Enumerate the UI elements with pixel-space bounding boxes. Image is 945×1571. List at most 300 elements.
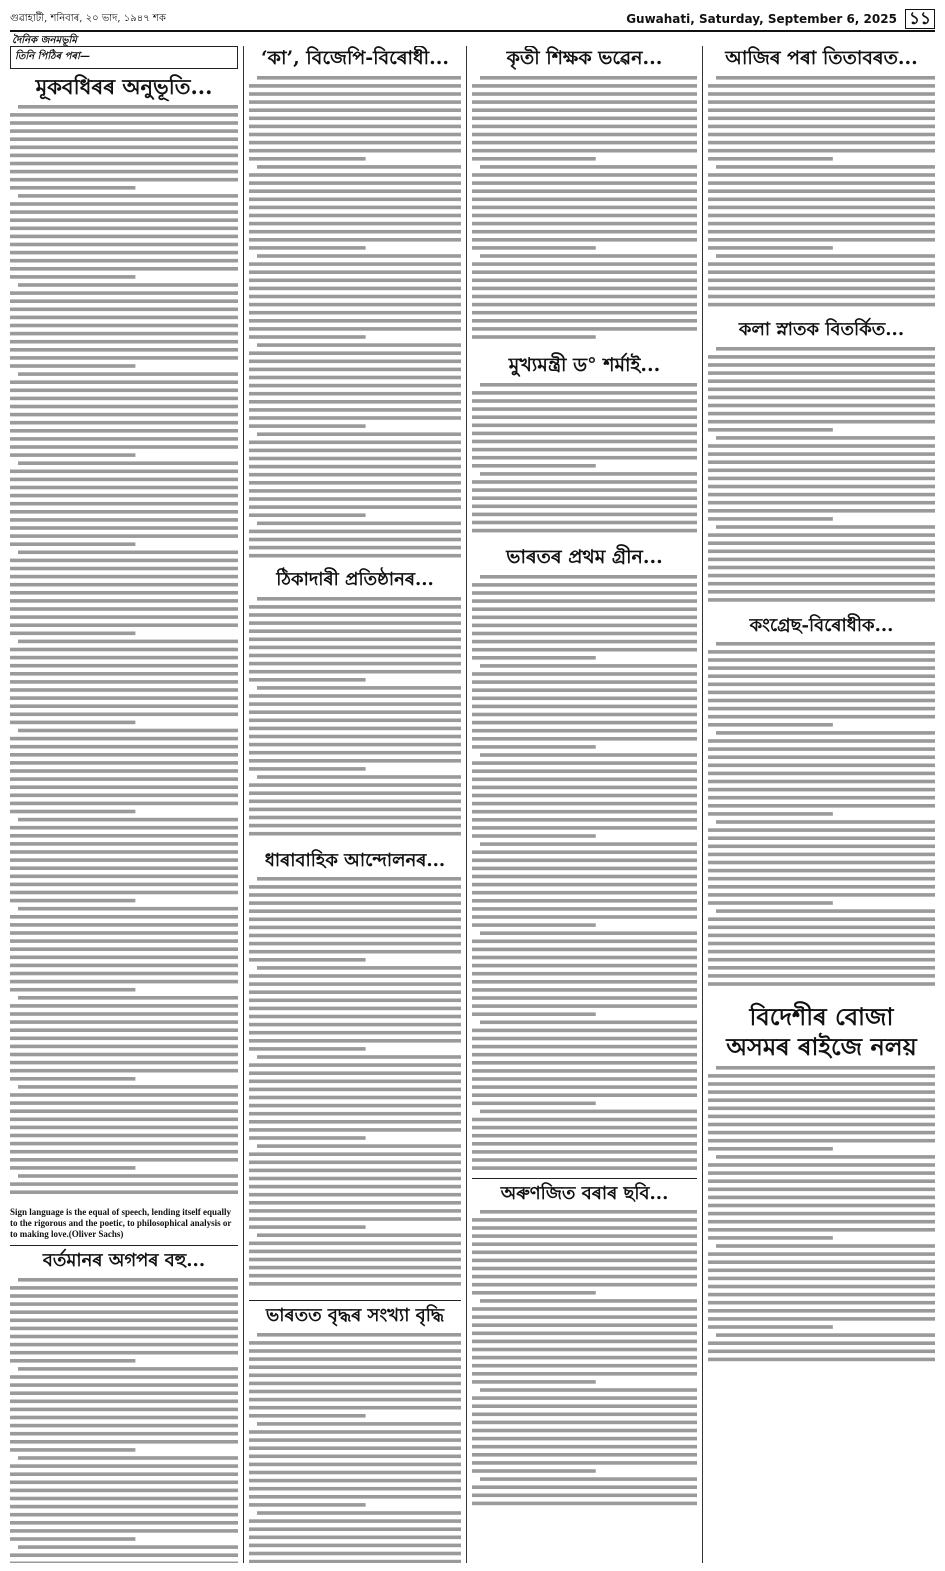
text-line: [10, 939, 238, 943]
text-line: [249, 181, 461, 185]
text-line: [249, 702, 461, 706]
text-line: [18, 283, 238, 287]
text-line: [10, 867, 238, 871]
text-line: [10, 340, 238, 344]
text-line: [708, 533, 935, 537]
text-line: [472, 1061, 697, 1065]
text-line: [472, 1461, 697, 1465]
text-line: [257, 432, 461, 436]
text-line: [249, 653, 461, 657]
text-line: [249, 1544, 461, 1548]
text-line: [472, 1267, 697, 1271]
text-line: [708, 189, 935, 193]
text-line: [10, 988, 135, 992]
text-line: [708, 197, 935, 201]
text-line: [708, 958, 935, 962]
text-line: [708, 667, 935, 671]
text-line: [10, 899, 135, 903]
text-line: [472, 488, 697, 492]
column-divider: [702, 46, 703, 1563]
text-line: [257, 521, 461, 525]
masthead-rule: [10, 30, 935, 32]
text-line: [716, 820, 935, 824]
text-line: [249, 823, 461, 827]
text-line: [472, 133, 697, 137]
text-line: [18, 462, 238, 466]
text-line: [249, 230, 461, 234]
text-line: [708, 278, 935, 282]
text-line: [249, 1341, 461, 1345]
text-line: [10, 964, 238, 968]
text-line: [472, 1226, 697, 1230]
text-line: [249, 958, 366, 962]
text-line: [708, 286, 935, 290]
text-line: [249, 1495, 461, 1499]
text-line: [249, 392, 461, 396]
text-line: [472, 496, 697, 500]
text-line: [249, 376, 461, 380]
text-line: [10, 1359, 135, 1363]
text-line: [472, 599, 697, 603]
text-line: [249, 791, 461, 795]
text-line: [716, 347, 935, 351]
text-line: [472, 1348, 697, 1352]
text-line: [249, 1527, 461, 1531]
text-line: [472, 1243, 697, 1247]
text-line: [10, 923, 238, 927]
text-line: [472, 1142, 697, 1146]
text-line: [472, 1307, 697, 1311]
column-4: [708, 46, 935, 1563]
text-line: [472, 189, 697, 193]
text-line: [249, 669, 461, 673]
headline-agp: বৰ্তমানৰ অগপৰ বহু...: [42, 1250, 206, 1272]
text-line: [249, 84, 461, 88]
text-line: [10, 129, 238, 133]
text-line: [257, 76, 461, 80]
column-1: [10, 46, 238, 1563]
text-line: [249, 367, 461, 371]
text-line: [10, 1110, 238, 1114]
text-line: [472, 818, 697, 822]
text-line: [249, 893, 461, 897]
text-line: [10, 1553, 238, 1557]
text-line: [472, 84, 697, 88]
headline-ka-bjp: ‘কা’, বিজেপি-বিৰোধী...: [261, 47, 449, 69]
text-line: [249, 351, 461, 355]
text-line: [10, 348, 238, 352]
text-line: [472, 737, 697, 741]
text-line: [10, 591, 238, 595]
text-line: [472, 720, 697, 724]
text-line: [10, 696, 238, 700]
text-line: [10, 186, 135, 190]
text-line: [249, 918, 461, 922]
text-line: [708, 355, 935, 359]
text-line: [10, 1318, 238, 1322]
text-line: [257, 165, 461, 169]
text-line: [708, 934, 935, 938]
text-line: [10, 915, 238, 919]
text-line: [249, 205, 461, 209]
text-line: [708, 492, 935, 496]
text-line: [708, 1220, 935, 1224]
text-line: [249, 983, 461, 987]
text-line: [249, 1373, 461, 1377]
text-line: [708, 116, 935, 120]
text-line: [249, 1519, 461, 1523]
text-line: [716, 254, 935, 258]
text-line: [249, 902, 461, 906]
text-line: [472, 1125, 697, 1129]
text-line: [18, 818, 238, 822]
text-line: [708, 1277, 935, 1281]
text-line: [10, 883, 238, 887]
text-line: [10, 478, 238, 482]
text-line: [10, 956, 238, 960]
text-line: [708, 707, 935, 711]
text-line: [472, 423, 697, 427]
text-line: [249, 767, 366, 771]
text-line: [249, 303, 461, 307]
text-line: [10, 1432, 238, 1436]
text-line: [472, 157, 596, 161]
text-line: [708, 1301, 935, 1305]
text-line: [716, 642, 935, 646]
text-line: [716, 436, 935, 440]
article-body-congress: [708, 640, 935, 995]
text-line: [472, 1044, 697, 1048]
text-line: [716, 1245, 935, 1249]
text-line: [249, 1161, 461, 1165]
text-line: [10, 680, 238, 684]
text-line: [708, 788, 935, 792]
text-line: [708, 658, 935, 662]
text-line: [472, 623, 697, 627]
text-line: [10, 753, 238, 757]
text-line: [708, 1115, 935, 1119]
text-line: [249, 1007, 461, 1011]
text-line: [708, 1212, 935, 1216]
text-line: [18, 1545, 238, 1549]
column-3: [472, 46, 697, 1563]
text-line: [472, 988, 697, 992]
text-line: [472, 1259, 697, 1263]
text-line: [10, 834, 238, 838]
text-line: [249, 359, 461, 363]
text-line: [708, 395, 935, 399]
text-line: [18, 907, 238, 911]
text-line: [249, 799, 461, 803]
body-text-lines: [472, 381, 697, 535]
text-line: [257, 877, 461, 881]
text-line: [472, 1364, 697, 1368]
text-line: [708, 1131, 935, 1135]
text-line: [10, 1464, 238, 1468]
column-2: [249, 46, 461, 1563]
text-line: [708, 885, 935, 889]
text-line: [249, 1349, 461, 1353]
text-line: [708, 124, 935, 128]
text-line: [249, 1193, 461, 1197]
text-line: [708, 387, 935, 391]
body-text-lines: [708, 345, 935, 604]
text-line: [249, 448, 461, 452]
text-line: [18, 996, 238, 1000]
text-line: [249, 141, 461, 145]
text-line: [10, 1069, 238, 1073]
text-line: [10, 599, 238, 603]
text-line: [249, 1015, 461, 1019]
text-line: [10, 1158, 238, 1162]
text-line: [716, 1156, 935, 1160]
text-line: [249, 1136, 366, 1140]
text-line: [249, 222, 461, 226]
text-line: [249, 465, 461, 469]
text-line: [472, 1356, 697, 1360]
article-body-briddho: [249, 1331, 461, 1563]
text-line: [708, 270, 935, 274]
text-line: [708, 812, 833, 816]
text-line: [10, 259, 238, 263]
text-line: [480, 1299, 697, 1303]
text-line: [708, 926, 935, 930]
text-line: [472, 1453, 697, 1457]
text-line: [18, 1085, 238, 1089]
text-line: [10, 138, 238, 142]
text-line: [10, 1037, 238, 1041]
body-text-lines: [249, 595, 461, 838]
text-line: [10, 121, 238, 125]
text-line: [472, 141, 697, 145]
text-line: [10, 113, 238, 117]
text-line: [10, 826, 238, 830]
text-line: [472, 1340, 697, 1344]
text-line: [249, 1226, 366, 1230]
text-line: [708, 371, 935, 375]
text-line: [10, 162, 238, 166]
text-line: [708, 379, 935, 383]
text-line: [10, 437, 238, 441]
text-line: [249, 1414, 366, 1418]
text-line: [10, 1004, 238, 1008]
text-line: [249, 1201, 461, 1205]
text-line: [480, 383, 697, 387]
text-line: [249, 629, 461, 633]
text-line: [472, 826, 697, 830]
text-line: [249, 489, 461, 493]
text-line: [708, 764, 935, 768]
text-line: [249, 295, 461, 299]
text-line: [249, 710, 461, 714]
text-line: [249, 529, 461, 533]
text-line: [708, 739, 935, 743]
text-line: [10, 405, 238, 409]
text-line: [472, 907, 697, 911]
text-line: [10, 948, 238, 952]
text-line: [708, 133, 935, 137]
text-line: [708, 715, 935, 719]
text-line: [249, 613, 461, 617]
text-line: [10, 146, 238, 150]
text-line: [472, 866, 697, 870]
text-line: [472, 696, 697, 700]
text-line: [10, 300, 238, 304]
text-line: [708, 950, 935, 954]
text-line: [249, 1120, 461, 1124]
text-line: [472, 149, 697, 153]
text-line: [10, 769, 238, 773]
text-line: [472, 1405, 697, 1409]
text-line: [10, 1472, 238, 1476]
text-line: [10, 1294, 238, 1298]
text-line: [18, 640, 238, 644]
text-line: [472, 1158, 697, 1162]
text-line: [249, 311, 461, 315]
text-line: [249, 473, 461, 477]
text-line: [249, 885, 461, 889]
text-line: [10, 534, 238, 538]
text-line: [249, 278, 461, 282]
text-line: [249, 1487, 461, 1491]
text-line: [708, 476, 935, 480]
text-line: [249, 1242, 461, 1246]
body-text-lines: [708, 640, 935, 988]
text-line: [249, 1185, 461, 1189]
text-line: [10, 1020, 238, 1024]
text-line: [10, 1182, 238, 1186]
text-line: [472, 415, 697, 419]
text-line: [249, 1023, 461, 1027]
text-line: [708, 1285, 935, 1289]
text-line: [249, 1560, 461, 1563]
text-line: [249, 149, 461, 153]
text-line: [472, 639, 697, 643]
text-line: [472, 591, 697, 595]
text-line: [18, 1174, 238, 1178]
text-line: [10, 1351, 238, 1355]
text-line: [257, 966, 461, 970]
text-line: [10, 559, 238, 563]
text-line: [249, 286, 461, 290]
text-line: [472, 915, 697, 919]
text-line: [10, 1166, 135, 1170]
text-line: [10, 1407, 238, 1411]
text-line: [472, 230, 697, 234]
text-line: [708, 853, 935, 857]
text-line: [249, 1177, 461, 1181]
body-text-lines: [249, 74, 461, 560]
text-line: [708, 1318, 935, 1322]
text-line: [10, 1053, 238, 1057]
text-line: [10, 583, 238, 587]
text-line: [10, 178, 238, 182]
text-line: [249, 1039, 461, 1043]
text-line: [10, 810, 135, 814]
text-line: [480, 664, 697, 668]
text-line: [249, 481, 461, 485]
text-line: [472, 391, 697, 395]
text-line: [708, 942, 935, 946]
text-line: [472, 656, 596, 660]
text-line: [249, 133, 461, 137]
text-line: [708, 918, 935, 922]
text-line: [249, 1080, 461, 1084]
text-line: [472, 1101, 596, 1105]
text-line: [472, 1069, 697, 1073]
text-line: [480, 1210, 697, 1214]
text-line: [708, 557, 935, 561]
text-line: [480, 165, 697, 169]
text-line: [708, 772, 935, 776]
text-line: [249, 661, 461, 665]
text-line: [249, 1217, 461, 1221]
text-line: [249, 1031, 461, 1035]
text-line: [249, 384, 461, 388]
body-text-lines: [472, 74, 697, 341]
headline-shikkhok: কৃতী শিক্ষক ভৱেন...: [506, 47, 663, 69]
body-text-lines: [10, 103, 238, 1197]
text-line: [708, 1261, 935, 1265]
text-line: [716, 910, 935, 914]
text-line: [472, 1437, 697, 1441]
text-line: [708, 230, 935, 234]
text-line: [472, 1494, 697, 1498]
text-line: [708, 598, 935, 602]
text-line: [472, 963, 697, 967]
text-line: [10, 1077, 135, 1081]
text-line: [472, 761, 697, 765]
text-line: [472, 672, 697, 676]
text-line: [249, 783, 461, 787]
text-line: [480, 842, 697, 846]
text-line: [708, 238, 935, 242]
text-line: [708, 1253, 935, 1257]
text-line: [249, 246, 366, 250]
text-line: [10, 1513, 238, 1517]
text-line: [249, 694, 461, 698]
text-line: [472, 1332, 697, 1336]
text-line: [708, 581, 935, 585]
text-line: [10, 624, 238, 628]
text-line: [472, 971, 697, 975]
text-line: [472, 882, 697, 886]
text-line: [708, 411, 935, 415]
text-line: [708, 804, 935, 808]
text-line: [249, 807, 461, 811]
text-line: [10, 1286, 238, 1290]
text-line: [249, 1535, 461, 1539]
text-line: [472, 197, 697, 201]
text-line: [708, 92, 935, 96]
text-line: [472, 222, 697, 226]
text-line: [10, 931, 238, 935]
column-divider: [243, 46, 244, 1563]
text-line: [708, 901, 833, 905]
text-line: [716, 76, 935, 80]
text-line: [472, 1291, 596, 1295]
text-line: [472, 480, 697, 484]
text-line: [249, 1282, 461, 1286]
text-line: [10, 543, 135, 547]
text-line: [472, 728, 697, 732]
text-line: [472, 124, 697, 128]
text-line: [249, 157, 366, 161]
text-line: [10, 1310, 238, 1314]
text-line: [708, 1172, 935, 1176]
text-line: [708, 1204, 935, 1208]
text-line: [10, 243, 238, 247]
